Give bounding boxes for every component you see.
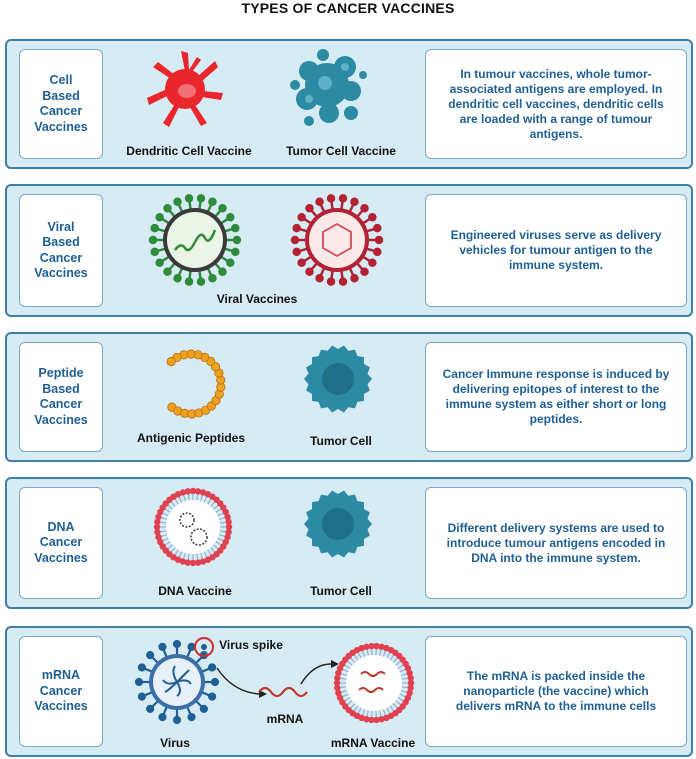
- caption-tumor-cell: Tumor Cell: [310, 584, 372, 598]
- caption-virus: Virus: [160, 736, 190, 750]
- row-description: Engineered viruses serve as delivery vehicles for tumour antigen to the immune system.: [425, 194, 687, 307]
- red-virus-icon: [291, 194, 383, 286]
- row-label: Cell Based Cancer Vaccines: [19, 49, 103, 159]
- row-cell-based: [5, 39, 693, 169]
- dendritic-cell-icon: [145, 49, 225, 129]
- tumor-cell-icon: [303, 489, 373, 559]
- row-label: DNA Cancer Vaccines: [19, 487, 103, 599]
- row-description: In tumour vaccines, whole tumor-associated antigens are employed. In dendritic cell vaccines, dendritic cells are loaded with a range of tumour antigens.: [425, 49, 687, 159]
- caption-mrna-vaccine: mRNA Vaccine: [330, 736, 416, 750]
- row-description: Cancer Immune response is induced by delivering epitopes of interest to the immune system as either short or long peptides.: [425, 342, 687, 452]
- peptide-chain-icon: [151, 344, 225, 422]
- page-title: TYPES OF CANCER VACCINES: [241, 0, 455, 16]
- row-label: Viral Based Cancer Vaccines: [19, 194, 103, 307]
- tumor-cell-cluster-icon: [287, 47, 371, 133]
- caption-antigenic-peptides: Antigenic Peptides: [136, 431, 246, 445]
- tumor-cell-icon: [303, 344, 373, 414]
- caption-tumor-cell: Tumor Cell: [310, 434, 372, 448]
- row-peptide-based: [5, 332, 693, 462]
- row-description: Different delivery systems are used to introduce tumour antigens encoded in DNA into the immune system.: [425, 487, 687, 599]
- virus-spike-highlight-icon: [193, 636, 215, 658]
- caption-viral-vaccines: Viral Vaccines: [216, 292, 298, 306]
- row-description: The mRNA is packed inside the nanoparticle (the vaccine) which delivers mRNA to the immune cells: [425, 636, 687, 747]
- caption-mrna: mRNA: [266, 712, 304, 726]
- caption-dendritic-cell-vaccine: Dendritic Cell Vaccine: [126, 144, 252, 158]
- row-label: Peptide Based Cancer Vaccines: [19, 342, 103, 452]
- caption-dna-vaccine: DNA Vaccine: [158, 584, 232, 598]
- row-dna: [5, 477, 693, 609]
- mrna-vaccine-icon: [333, 642, 415, 724]
- row-label: mRNA Cancer Vaccines: [19, 636, 103, 747]
- row-mrna: [5, 626, 693, 757]
- row-viral-based: [5, 184, 693, 317]
- green-virus-icon: [149, 194, 241, 286]
- dna-vaccine-icon: [153, 487, 233, 567]
- caption-virus-spike: Virus spike: [219, 638, 283, 652]
- caption-tumor-cell-vaccine: Tumor Cell Vaccine: [286, 144, 396, 158]
